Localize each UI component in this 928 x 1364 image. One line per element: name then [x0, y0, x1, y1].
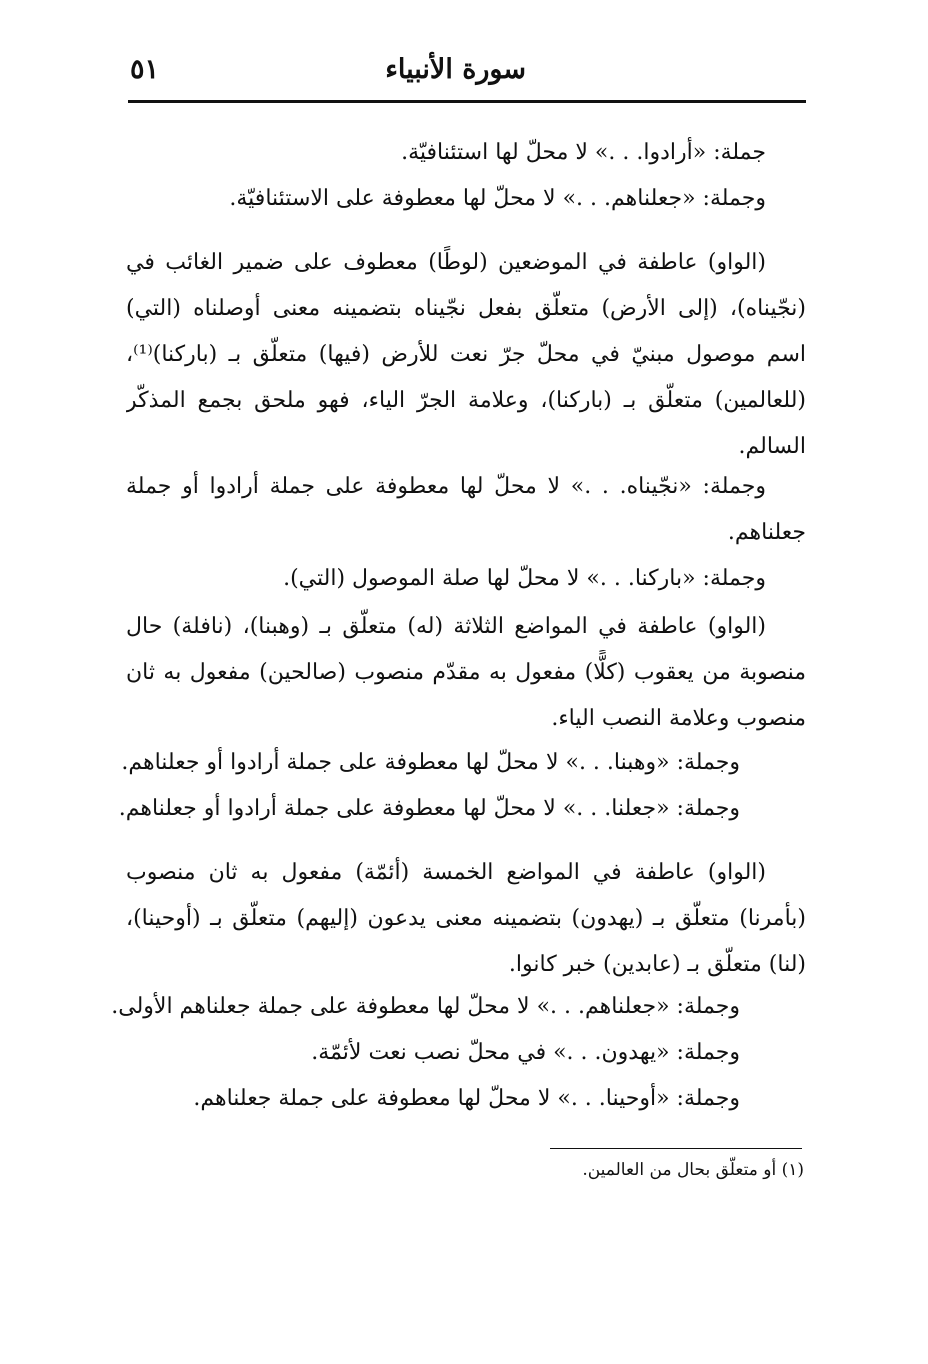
- text-line: السالم.: [738, 434, 806, 459]
- grammar-paragraph: [126, 850, 806, 988]
- text-line: (للعالمين) متعلّق بـ (باركنا)، وعلامة الجرّ الياء، فهو ملحق بجمع المذكّر: [126, 388, 806, 413]
- footnote: (١) أو متعلّق بحال من العالمين.: [582, 1160, 804, 1180]
- header-rule: [128, 100, 806, 103]
- text-line: منصوبة من يعقوب (كلًّا) مفعول به مقدّم منصوب (صالحين) مفعول به ثان: [126, 660, 806, 685]
- text-line: (الواو) عاطفة في المواضع الثلاثة (له) متعلّق بـ (وهبنا)، (نافلة) حال: [126, 614, 766, 639]
- text-line: (بأمرنا) متعلّق بـ (يهدون) بتضمينه معنى يدعون (إليهم) متعلّق بـ (أوحينا)،: [126, 906, 806, 931]
- text-line: (لنا) متعلّق بـ (عابدين) خبر كانوا.: [508, 952, 806, 977]
- text-line: جملة: «أرادوا. . .» لا محلّ لها استئنافيّة.: [401, 140, 766, 165]
- sentence-analysis-block: [126, 464, 806, 602]
- sentence-analysis-block: [60, 740, 806, 832]
- text-line: وجملة: «أوحينا. . .» لا محلّ لها معطوفة على جملة جعلناهم.: [193, 1086, 740, 1111]
- page-number: ٥١: [130, 54, 160, 85]
- footnote-rule: [550, 1148, 802, 1149]
- running-header: [128, 54, 806, 98]
- text-line: منصوب وعلامة النصب الياء.: [551, 706, 806, 731]
- text-line: وجملة: «جعلناهم. . .» لا محلّ لها معطوفة على الاستئنافيّة.: [229, 186, 766, 211]
- text-line: وجملة: «نجّيناه. . .» لا محلّ لها معطوفة على جملة أرادوا أو جملة: [126, 474, 766, 499]
- text-line: (الواو) عاطفة في المواضع الخمسة (أئمّة) مفعول به ثان منصوب: [126, 860, 766, 885]
- grammar-paragraph: [126, 604, 806, 742]
- sentence-analysis-block: [86, 130, 806, 222]
- text-line: جعلناهم.: [727, 520, 806, 545]
- chapter-title: سورة الأنبياء: [385, 54, 526, 85]
- text-line: اسم موصول مبنيّ في محلّ جرّ نعت للأرض (فيها) متعلّق بـ (باركنا)⁽¹⁾،: [126, 342, 806, 367]
- grammar-paragraph: [126, 240, 806, 470]
- text-line: وجملة: «يهدون. . .» في محلّ نصب نعت لأئمّة.: [311, 1040, 740, 1065]
- text-line: وجملة: «باركنا. . .» لا محلّ لها صلة الموصول (التي).: [283, 566, 766, 591]
- text-line: وجملة: «جعلنا. . .» لا محلّ لها معطوفة على جملة أرادوا أو جعلناهم.: [118, 796, 740, 821]
- text-line: (الواو) عاطفة في الموضعين (لوطًا) معطوف على ضمير الغائب في: [126, 250, 766, 275]
- text-line: وجملة: «وهبنا. . .» لا محلّ لها معطوفة على جملة أرادوا أو جعلناهم.: [121, 750, 740, 775]
- sentence-analysis-block: [60, 984, 806, 1122]
- text-line: (نجّيناه)، (إلى الأرض) متعلّق بفعل نجّيناه بتضمينه معنى أوصلناه (التي): [126, 296, 806, 321]
- text-line: وجملة: «جعلناهم. . .» لا محلّ لها معطوفة على جملة جعلناهم الأولى.: [111, 994, 740, 1019]
